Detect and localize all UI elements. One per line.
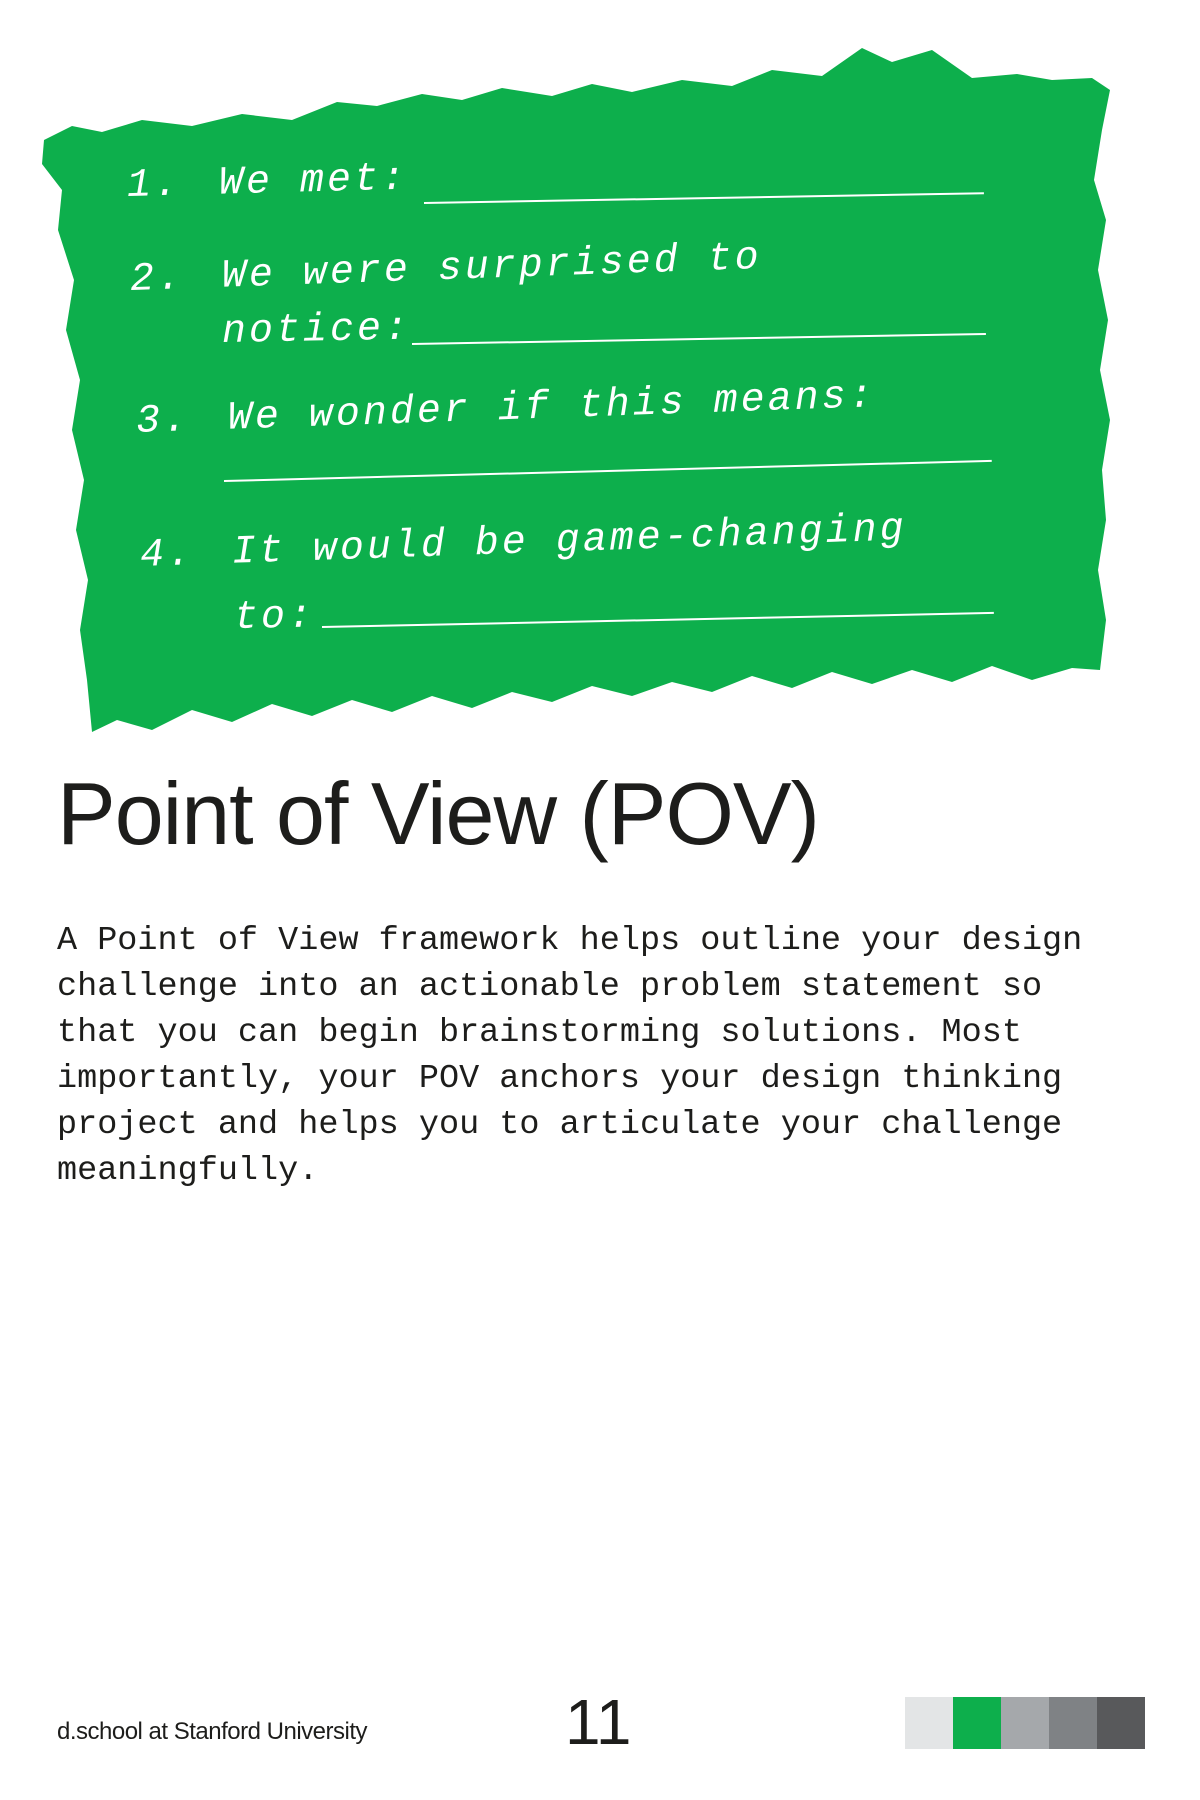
prompt-4-continued — [234, 595, 316, 641]
prompt-1 — [126, 157, 408, 209]
prompt-text: We wonder if this means: — [227, 374, 877, 442]
body-paragraph: A Point of View framework helps outline your design challenge into an actionable problem statement so that you can begin brainstorming solutions. Most importantly, your POV anchors your design thinking project and helps you to articulate your challenge meaningfully. — [57, 922, 1083, 1190]
prompt-text: We met: — [218, 156, 409, 207]
pov-template-card — [32, 40, 1122, 740]
prompt-number: 4. — [139, 532, 195, 579]
prompt-number: 2. — [129, 256, 185, 303]
color-swatch — [1097, 1697, 1145, 1749]
color-swatch — [1001, 1697, 1049, 1749]
prompt-2-continued — [222, 307, 412, 355]
color-swatch-strip — [905, 1697, 1145, 1749]
prompt-text: notice: — [221, 306, 412, 355]
page-number: 11 — [565, 1686, 632, 1758]
color-swatch — [1049, 1697, 1097, 1749]
prompt-number: 1. — [126, 162, 182, 209]
prompt-number: 3. — [135, 398, 191, 445]
prompt-text: to: — [233, 594, 316, 641]
color-swatch — [905, 1697, 953, 1749]
page-title: Point of View (POV) — [57, 764, 819, 863]
footer-credit: d.school at Stanford University — [57, 1718, 367, 1745]
prompt-text: We were surprised to — [221, 235, 763, 300]
prompt-text: It would be game-changing — [231, 507, 908, 576]
color-swatch — [953, 1697, 1001, 1749]
